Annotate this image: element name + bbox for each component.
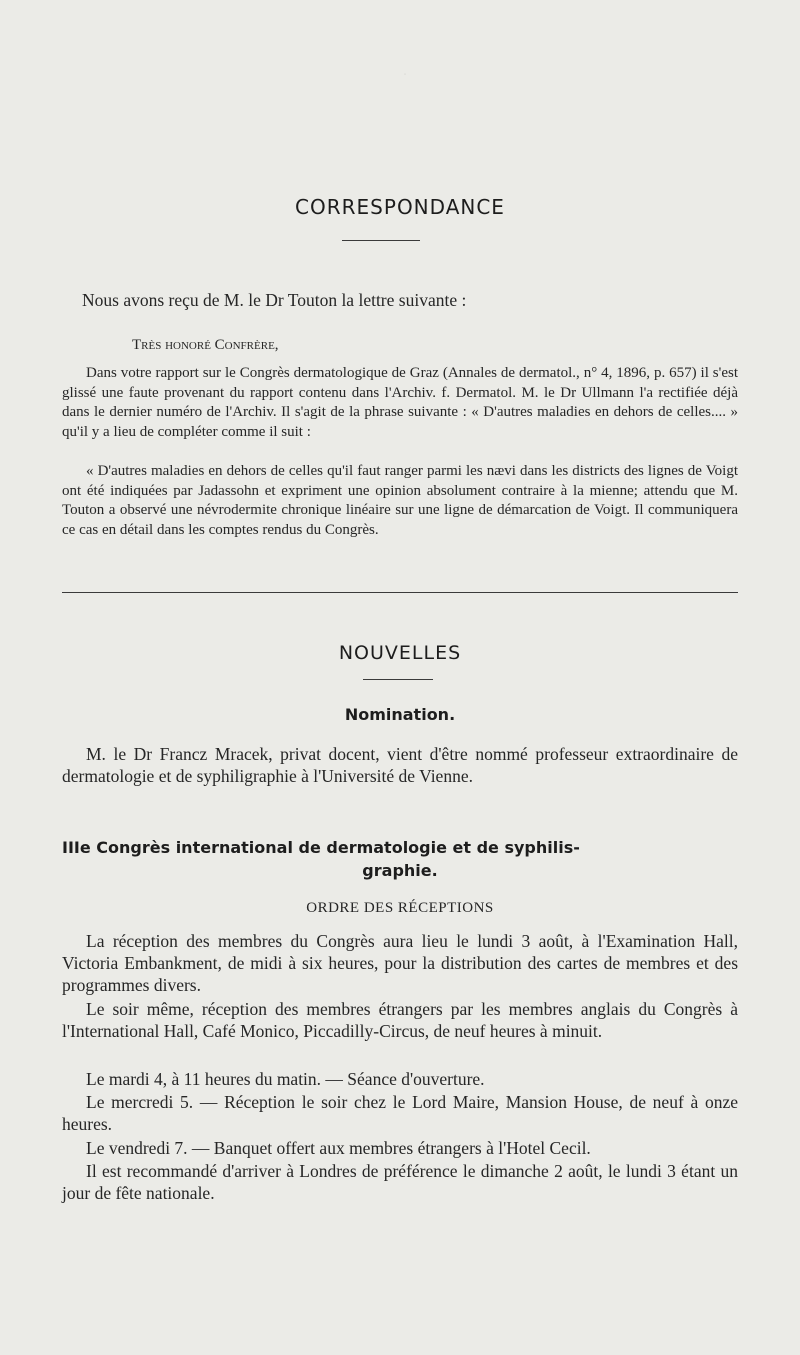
correspondence-heading: CORRESPONDANCE <box>295 195 505 219</box>
congress-title-line-2: graphie. <box>362 861 438 880</box>
news-heading: NOUVELLES <box>338 642 462 664</box>
show-through-text: . <box>403 63 407 79</box>
reception-paragraph: Le mardi 4, à 11 heures du matin. — Séance d'ouverture. <box>86 1069 485 1089</box>
receptions-heading: ORDRE DES RÉCEPTIONS <box>306 900 494 916</box>
reception-paragraph: La réception des membres du Congrès aura lieu le lundi 3 août, à l'Examination Hall, Victoria Embankment, de midi à six heures, pour la distribution des cartes de membres et des programmes divers. <box>62 931 738 995</box>
letter-paragraph-2: « D'autres maladies en dehors de celles qu'il faut ranger parmi les nævi dans les districts des lignes de Voigt ont été indiquées par Jadassohn et expriment une opinion absolument contraire à la mienne; attendu que M. Touton a observé une névrodermite chronique linéaire sur une ligne de démarcation de Voigt. Il communiquera ce cas en détail dans les comptes rendus du Congrès. <box>62 463 738 538</box>
intro-line: Nous avons reçu de M. le Dr Touton la lettre suivante : <box>82 290 467 310</box>
reception-paragraph: Le soir même, réception des membres étrangers par les membres anglais du Congrès à l'International Hall, Café Monico, Piccadilly-Circus, de neuf heures à minuit. <box>62 999 738 1041</box>
section-divider <box>62 592 738 593</box>
letter-paragraph-1: Dans votre rapport sur le Congrès dermatologique de Graz (Annales de dermatol., n° 4, 1896, p. 657) il s'est glissé une faute provenant du rapport contenu dans l'Archiv. f. Dermatol. M. le Dr Ullmann l'a rectifiée déjà dans le dernier numéro de l'Archiv. Il s'agit de la phrase suivante : « D'autres maladies en dehors de celles.... » qu'il y a lieu de compléter comme il suit : <box>62 365 738 440</box>
nomination-title: Nomination. <box>344 705 456 724</box>
congress-title-line-1: IIIe Congrès international de dermatologie et de syphilis- <box>62 838 580 857</box>
heading-divider <box>342 240 420 241</box>
reception-paragraph: Il est recommandé d'arriver à Londres de préférence le dimanche 2 août, le lundi 3 étant un jour de fête nationale. <box>62 1161 738 1203</box>
nomination-text: M. le Dr Francz Mracek, privat docent, vient d'être nommé professeur extraordinaire de dermatologie et de syphiligraphie à l'Université de Vienne. <box>62 744 738 786</box>
reception-paragraph: Le mercredi 5. — Réception le soir chez le Lord Maire, Mansion House, de neuf à onze heures. <box>62 1092 738 1134</box>
heading-divider <box>363 679 433 680</box>
reception-paragraph: Le vendredi 7. — Banquet offert aux membres étrangers à l'Hotel Cecil. <box>86 1138 591 1158</box>
salutation: Très honoré Confrère, <box>132 337 279 353</box>
